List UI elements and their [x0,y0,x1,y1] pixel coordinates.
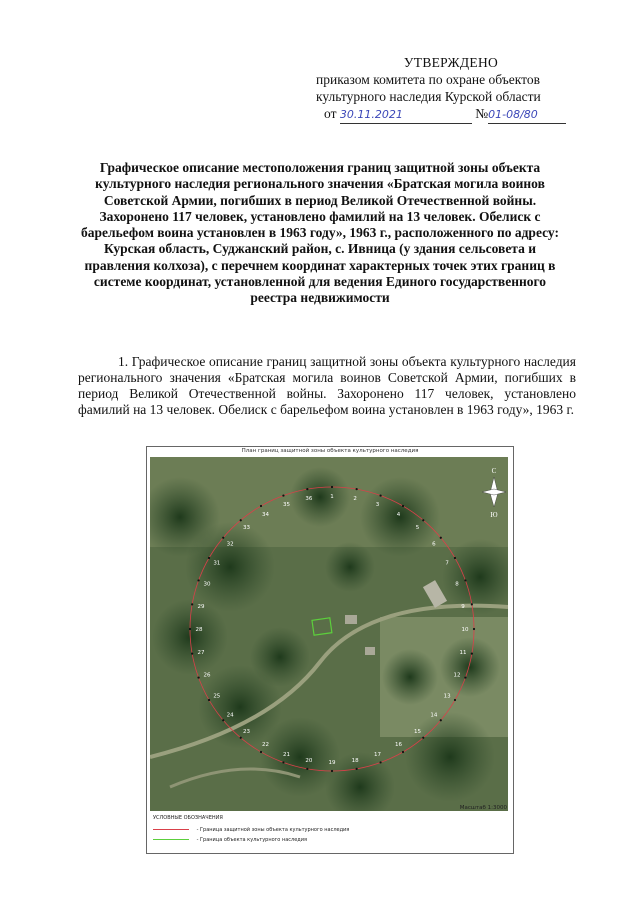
boundary-point-31 [208,557,210,559]
boundary-point-23 [240,737,242,739]
boundary-point-label-21: 21 [283,751,291,758]
boundary-point-16 [402,751,404,753]
boundary-point-4 [402,505,404,507]
map-legend [153,815,507,851]
boundary-point-label-32: 32 [226,541,234,548]
boundary-point-label-31: 31 [213,560,221,567]
boundary-point-label-2: 2 [353,496,357,503]
boundary-point-28 [189,628,191,630]
boundary-point-10 [473,628,475,630]
boundary-point-14 [440,719,442,721]
boundary-point-5 [422,519,424,521]
compass-south: Ю [490,511,498,519]
legend-zone-swatch [153,829,189,830]
boundary-point-label-6: 6 [432,541,436,548]
boundary-point-20 [306,768,308,770]
boundary-point-label-5: 5 [415,525,420,532]
boundary-point-label-4: 4 [396,511,401,518]
legend-zone-label: - Граница защитной зоны объекта культурного наследия [196,827,350,833]
map-scale: Масштаб 1:3000 [459,805,507,811]
boundary-point-17 [379,761,381,763]
legend-object-swatch [153,839,189,840]
boundary-point-label-10: 10 [461,627,469,633]
boundary-point-label-14: 14 [430,712,438,719]
approval-number: 01-08/80 [488,108,538,121]
boundary-point-label-11: 11 [459,650,467,657]
boundary-point-label-8: 8 [455,581,459,588]
boundary-point-label-17: 17 [373,751,381,758]
boundary-point-3 [379,494,381,496]
boundary-point-18 [356,768,358,770]
boundary-point-15 [422,737,424,739]
boundary-point-30 [197,579,199,581]
section-1-paragraph: 1. Графическое описание границ защитной зоны объекта культурного наследия регионального значения «Братская могила воинов Советской Армии, погибших в период Великой Отечественной войны. Захоронено 117 человек, установлено фамилий на 13 человек. Обелиск с барельефом воина установлен в 1963 году», 1963 г. [78,354,576,417]
boundary-point-label-24: 24 [226,712,234,719]
boundary-point-label-29: 29 [197,603,205,610]
boundary-point-label-1: 1 [330,494,334,500]
boundary-point-label-13: 13 [443,693,451,700]
approval-date: 30.11.2021 [339,108,403,121]
boundary-point-29 [191,603,193,605]
boundary-point-label-25: 25 [213,693,221,700]
boundary-point-7 [454,557,456,559]
boundary-point-19 [331,770,333,772]
boundary-point-12 [464,676,466,678]
date-underline [340,105,472,124]
boundary-point-label-20: 20 [305,757,313,764]
boundary-point-label-15: 15 [413,728,421,735]
boundary-point-8 [464,579,466,581]
boundary-point-label-33: 33 [243,525,251,532]
boundary-point-6 [440,537,442,539]
boundary-point-label-34: 34 [262,511,269,518]
compass-north: С [491,467,497,475]
boundary-point-22 [260,751,262,753]
aerial-photo [150,457,508,811]
boundary-point-label-3: 3 [375,502,380,509]
boundary-point-13 [454,699,456,701]
boundary-point-label-27: 27 [197,650,205,657]
boundary-point-1 [331,486,333,488]
approval-line-2: культурного наследия Курской области [316,89,541,104]
boundary-point-label-36: 36 [305,496,313,503]
boundary-point-11 [471,653,473,655]
approval-title: УТВЕРЖДЕНО [403,55,499,70]
approval-block [316,54,596,124]
boundary-point-9 [471,603,473,605]
boundary-point-label-22: 22 [262,742,269,749]
boundary-point-label-18: 18 [351,757,359,764]
boundary-point-35 [282,494,284,496]
approval-line-1: приказом комитета по охране объектов [316,72,540,87]
boundary-point-27 [191,653,193,655]
boundary-point-2 [356,488,358,490]
number-label: № [475,106,489,121]
from-label: от [324,106,337,121]
boundary-point-label-7: 7 [445,560,449,567]
boundary-point-label-16: 16 [395,742,402,749]
boundary-point-label-28: 28 [195,627,203,633]
boundary-point-label-30: 30 [203,581,211,588]
number-underline [488,105,566,124]
boundary-point-label-19: 19 [328,760,336,766]
boundary-point-label-12: 12 [453,672,461,679]
boundary-point-24 [222,719,224,721]
boundary-point-33 [240,519,242,521]
boundary-point-label-26: 26 [203,672,211,679]
legend-header: УСЛОВНЫЕ ОБОЗНАЧЕНИЯ [153,815,223,821]
boundary-point-label-35: 35 [283,502,291,509]
boundary-point-label-23: 23 [243,728,251,735]
boundary-point-34 [260,505,262,507]
boundary-point-32 [222,537,224,539]
boundary-point-36 [306,488,308,490]
legend-object-label: - Граница объекта культурного наследия [196,837,308,843]
boundary-point-label-9: 9 [461,603,465,610]
boundary-map [146,446,514,854]
map-title: План границ защитной зоны объекта культурного наследия [241,448,419,454]
boundary-point-25 [208,699,210,701]
document-title: Графическое описание местоположения границ защитной зоны объекта культурного наследия регионального значения «Братская могила воинов Советской Армии, погибших в период Великой Отечественной войны. Захоронено 117 человек, установлено фамилий на 13 человек. Обелиск с барельефом воина установлен в 1963 году», 1963 г., расположенного по адресу: Курская область, Суджанский район, с. Ивница (у здания сельсовета и правления колхоза), с перечнем координат характерных точек этих границ в системе координат, установленной для ведения Единого государственного реестра недвижимости [81,160,559,306]
approval-date-line [324,105,596,124]
boundary-point-26 [197,676,199,678]
boundary-point-21 [282,761,284,763]
